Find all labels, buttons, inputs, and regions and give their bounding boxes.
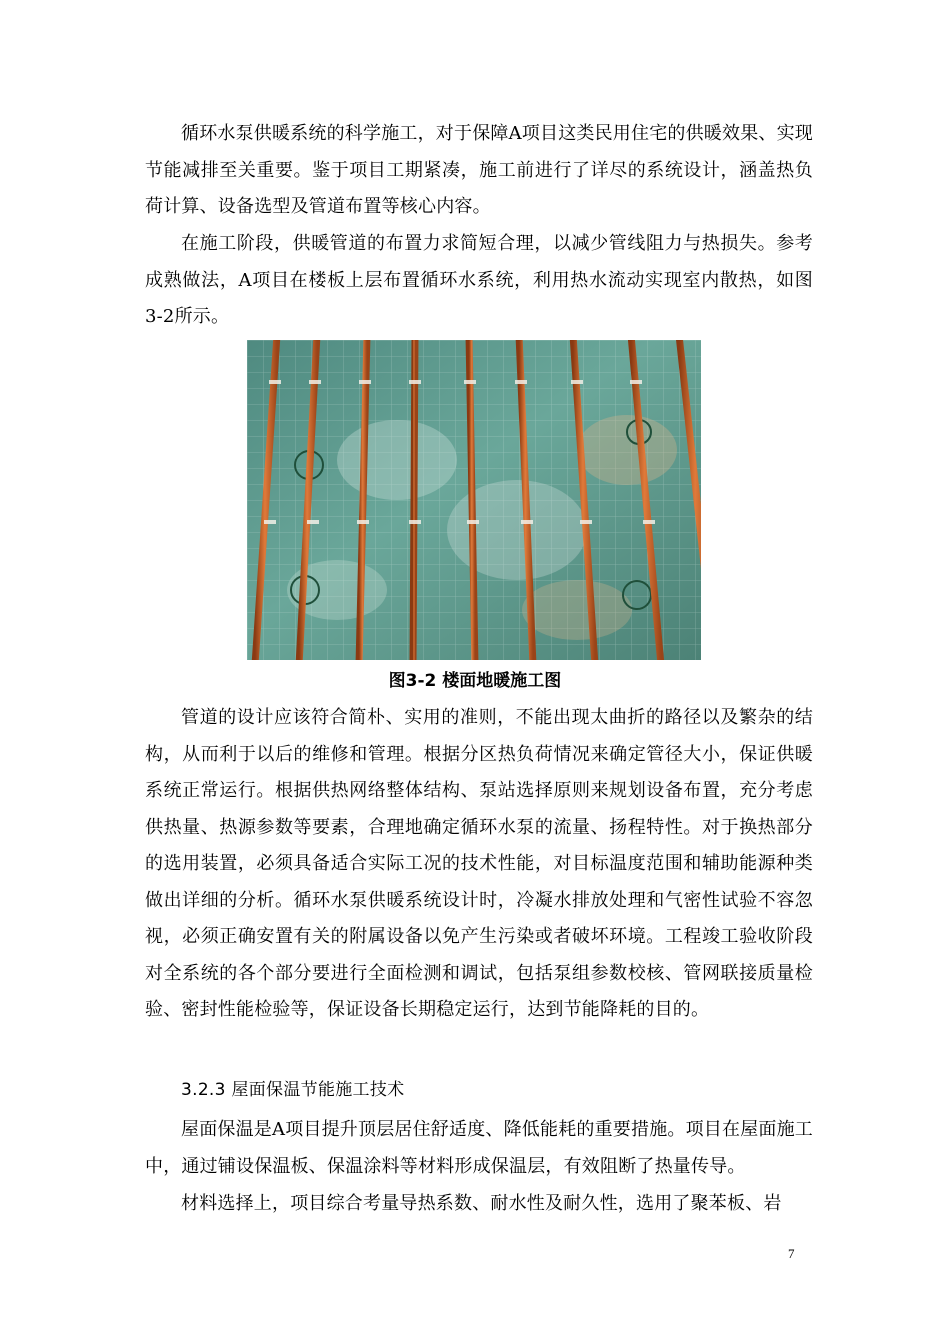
figure-caption: 图3-2 楼面地暖施工图 [388,671,562,691]
paragraph-roof-insulation: 屋面保温是A项目提升顶层居住舒适度、降低能耗的重要措施。项目在屋面施工中，通过铺设保温板、保温涂料等材料形成保温层，有效阻断了热量传导。 [145,1119,813,1177]
paragraph-pipe-design-principles: 管道的设计应该符合简朴、实用的准则，不能出现太曲折的路径以及繁杂的结构，从而利于以后的维修和管理。根据分区热负荷情况来确定管径大小，保证供暖系统正常运行。根据供热网络整体结构、泵站选择原则来规划设备布置，充分考虑供热量、热源参数等要素，合理地确定循环水泵的流量、扬程特性。对于换热部分的选用装置，必须具备适合实际工况的技术性能，对目标温度范围和辅助能源种类做出详细的分析。循环水泵供暖系统设计时，冷凝水排放处理和气密性试验不容忽视，必须正确安置有关的附属设备以免产生污染或者破坏环境。工程竣工验收阶段对全系统的各个部分要进行全面检测和调试，包括泵组参数校核、管网联接质量检验、密封性能检验等，保证设备长期稳定运行，达到节能降耗的目的。 [145,707,813,1020]
paragraph-system-design: 循环水泵供暖系统的科学施工，对于保障A项目这类民用住宅的供暖效果、实现节能减排至关重要。鉴于项目工期紧凑，施工前进行了详尽的系统设计，涵盖热负荷计算、设备选型及管道布置等核心内容。 [145,123,813,217]
paragraph-pipe-layout: 在施工阶段，供暖管道的布置力求简短合理，以减少管线阻力与热损失。参考成熟做法，A项目在楼板上层布置循环水系统，利用热水流动实现室内散热，如图3-2所示。 [145,233,813,327]
section-heading: 3.2.3 屋面保温节能施工技术 [181,1080,405,1100]
paragraph-material-selection: 材料选择上，项目综合考量导热系数、耐水性及耐久性，选用了聚苯板、岩 [181,1193,782,1214]
floor-heating-photo [247,340,701,660]
page-number: 7 [788,1246,795,1261]
